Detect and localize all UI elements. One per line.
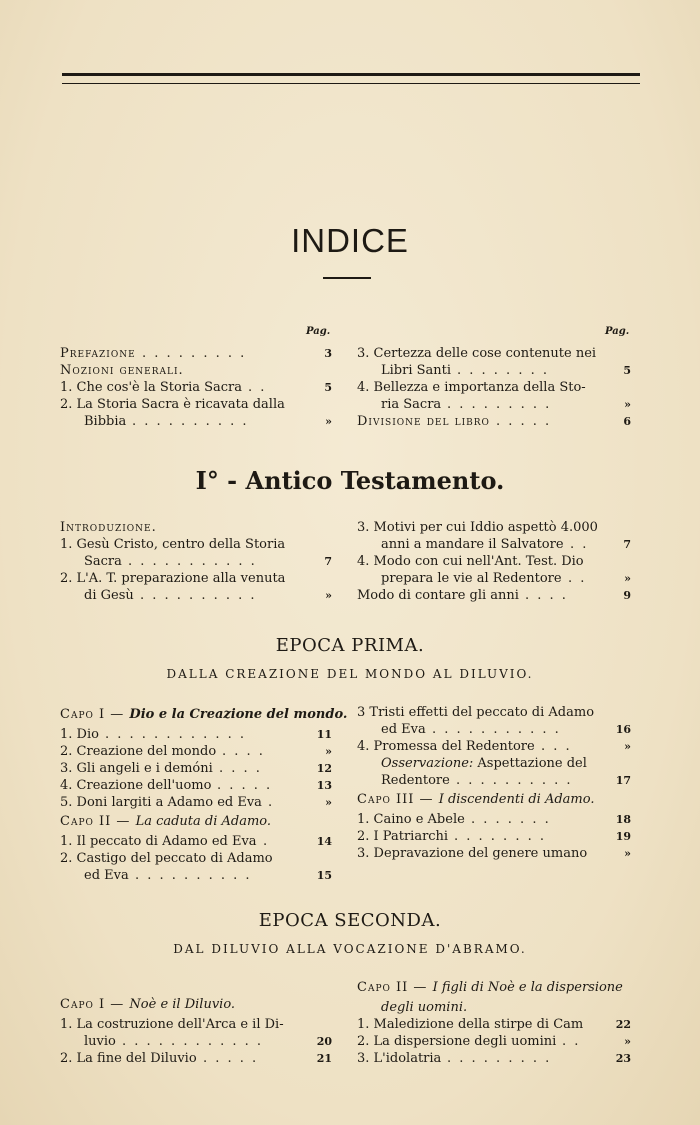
page-title: INDICE [291,222,409,259]
chapter-number: Capo II — [60,814,136,829]
epoca2-left-column [60,994,332,1067]
toc-entry [60,833,332,850]
epoca2-right-column [357,977,631,1067]
toc-entry [60,519,332,536]
entry-text: Sacra [84,554,122,569]
entry-text: Modo di contare gli anni [357,588,519,603]
entry-text: 2. La fine del Diluvio [60,1051,197,1066]
chapter-number: Capo I — [60,707,130,722]
toc-entry [60,1050,332,1067]
epoca1-left-column [60,704,348,884]
page-number: 15 [316,869,332,882]
entry-text: 1. Il peccato di Adamo ed Eva [60,834,257,849]
entry-text: 3. Certezza delle cose contenute nei [357,346,597,361]
entry-text: 3. Gli angeli e i demóni [60,761,213,776]
page-number: 23 [615,1052,631,1065]
page-number: 6 [623,415,631,428]
toc-entry [357,379,631,396]
leader-dots: . . . . . . . . . [447,397,552,412]
epoca1-right-column [357,704,631,862]
entry-text: Introduzione. [60,520,157,535]
toc-entry [357,570,631,587]
page-number: 18 [615,813,631,826]
antico-heading: I° - Antico Testamento. [195,466,505,495]
toc-entry [357,738,631,755]
page-number: 5 [623,364,631,377]
chapter-title: I discendenti di Adamo. [438,792,595,807]
toc-entry [357,345,631,362]
page-number: 16 [615,723,631,736]
toc-entry [60,994,332,1016]
chapter-heading [60,706,347,723]
leader-dots: . . . . . . . . [457,363,549,378]
toc-entry [357,977,631,999]
toc-entry [60,777,332,794]
toc-entry [357,1033,631,1050]
leader-dots: . . . . . [203,1051,259,1066]
chapter-heading [357,791,594,808]
toc-entry [357,704,631,721]
chapter-title: Dio e la Creazione del mondo. [129,707,348,722]
toc-entry [60,553,332,570]
entry-text: ria Sacra [381,397,442,412]
toc-entry [357,536,631,553]
leader-dots: . . . . . [217,778,273,793]
toc-entry [60,345,332,362]
entry-text: Divisione del libro [357,414,490,429]
entry-text: ed Eva [381,722,426,737]
leader-dots: . . . . . . . . . . . [128,554,257,569]
toc-entry [357,828,631,845]
toc-entry [357,587,631,604]
top-rule-thick [62,73,640,76]
toc-entry [60,1033,332,1050]
page-number: 22 [615,1018,631,1031]
leader-dots: . [268,795,275,810]
leader-dots: . . . . . . . . . [142,346,247,361]
epoca2-subheading: DAL DILUVIO ALLA VOCAZIONE D'ABRAMO. [173,942,527,956]
entry-text: 1. Dio [60,727,99,742]
entry-text: anni a mandare il Salvatore [381,537,564,552]
preface-left-column [60,345,332,430]
page-number: » [624,572,631,585]
observation-text: Aspettazione del [477,756,587,771]
entry-text: 1. La costruzione dell'Arca e il Di- [60,1017,284,1032]
chapter-number: Capo III — [357,792,439,807]
page-number: 21 [316,1052,332,1065]
toc-entry [60,587,332,604]
leader-dots: . . . . . . . . . . [456,773,573,788]
entry-text: prepara le vie al Redentore [381,571,562,586]
toc-entry [357,772,631,789]
leader-dots: . . . . . . . . . . [135,868,252,883]
epoca1-subheading: DALLA CREAZIONE DEL MONDO AL DILUVIO. [166,667,534,681]
entry-text: 3. L'idolatria [357,1051,442,1066]
leader-dots: . . . . [525,588,568,603]
chapter-heading [60,813,271,830]
page-number: 3 [324,347,332,360]
leader-dots: . . . . . [496,414,552,429]
page-number: 7 [623,538,631,551]
entry-text: 2. I Patriarchi [357,829,449,844]
toc-entry [60,362,332,379]
entry-text: 2. Castigo del peccato di Adamo [60,851,273,866]
leader-dots: . . . . . . . [471,812,551,827]
chapter-title: Noè e il Diluvio. [129,997,236,1012]
toc-entry [60,867,332,884]
page-number: 19 [615,830,631,843]
antico-right-column [357,519,631,604]
pag-label-left: Pag. [306,326,331,337]
observation-label: Osservazione: [381,756,478,771]
toc-entry [357,519,631,536]
entry-text [381,755,587,772]
entry-text: Redentore [381,773,450,788]
toc-entry [60,743,332,760]
entry-text: 1. Maledizione della stirpe di Cam [357,1017,584,1032]
leader-dots: . . . . . . . . . . . [432,722,561,737]
entry-text: 4. Bellezza e importanza della Sto- [357,380,586,395]
chapter-heading [60,996,235,1013]
entry-text: 3. Motivi per cui Iddio aspettò 4.000 [357,520,598,535]
toc-entry [60,536,332,553]
leader-dots: . . . [541,739,572,754]
entry-text: luvio [84,1034,116,1049]
toc-entry [357,845,631,862]
toc-entry [60,413,332,430]
toc-entry [60,379,332,396]
toc-entry [357,789,631,811]
toc-entry [357,755,631,772]
toc-entry [60,1016,332,1033]
toc-entry [60,811,332,833]
toc-entry [357,999,631,1016]
page-number: 11 [316,728,332,741]
entry-text: 2. Creazione del mondo [60,744,217,759]
entry-text: 2. La Storia Sacra è ricavata dalla [60,397,285,412]
page-number: 14 [316,835,332,848]
toc-entry [357,721,631,738]
toc-entry [357,396,631,413]
toc-entry [60,794,332,811]
toc-entry [60,726,332,743]
epoca2-heading: EPOCA SECONDA. [258,910,442,931]
toc-entry [60,850,332,867]
leader-dots: . . [568,571,587,586]
entry-text: 3. Depravazione del genere umano [357,846,588,861]
page-number: » [624,847,631,860]
entry-text: Prefazione [60,346,136,361]
leader-dots: . . [248,380,267,395]
page-number: » [325,415,332,428]
toc-entry [60,704,348,726]
page-number: » [624,1035,631,1048]
page-number: 7 [324,555,332,568]
leader-dots: . . . . . . . . . . [132,414,249,429]
toc-entry [60,570,332,587]
entry-text: Nozioni generali. [60,363,184,378]
leader-dots: . . . . . . . . . . . . [122,1034,264,1049]
entry-text: degli uomini. [381,1000,468,1015]
title-underline [323,277,371,279]
page-number: » [325,589,332,602]
chapter-title: La caduta di Adamo. [135,814,272,829]
entry-text: Bibbia [84,414,127,429]
epoca1-heading: EPOCA PRIMA. [275,635,425,656]
page-number: 17 [615,774,631,787]
page-number: 5 [324,381,332,394]
antico-left-column [60,519,332,604]
entry-text: 1. Caino e Abele [357,812,465,827]
toc-entry [60,396,332,413]
entry-text: 4. Modo con cui nell'Ant. Test. Dio [357,554,584,569]
page-number: 13 [316,779,332,792]
toc-entry [357,811,631,828]
page-number: 9 [623,589,631,602]
entry-text: 2. La dispersione degli uomini [357,1034,557,1049]
chapter-title: I figli di Noè e la dispersione [432,980,623,995]
leader-dots: . . [570,537,589,552]
toc-entry [357,413,631,430]
toc-entry [60,760,332,777]
page-number: » [325,745,332,758]
leader-dots: . . . . . . . . . . . . [105,727,247,742]
page-number: 20 [316,1035,332,1048]
toc-entry [357,362,631,379]
leader-dots: . . [562,1034,581,1049]
entry-text: Libri Santi [381,363,452,378]
preface-right-column [357,345,631,430]
chapter-number: Capo I — [60,997,130,1012]
entry-text: 1. Che cos'è la Storia Sacra [60,380,243,395]
leader-dots: . [263,834,270,849]
page-number: » [624,398,631,411]
entry-text: 4. Creazione dell'uomo [60,778,212,793]
leader-dots: . . . . [219,761,262,776]
toc-entry [357,1050,631,1067]
leader-dots: . . . . [222,744,265,759]
page-number: » [325,796,332,809]
page-number: 12 [316,762,332,775]
leader-dots: . . . . . . . . [454,829,546,844]
top-rule-thin [62,83,640,84]
entry-text: 2. L'A. T. preparazione alla venuta [60,571,286,586]
pag-label-right: Pag. [605,326,630,337]
entry-text: ed Eva [84,868,129,883]
leader-dots: . . . . . . . . . [447,1051,552,1066]
leader-dots: . . . . . . . . . . [140,588,257,603]
entry-text: di Gesù [84,588,134,603]
entry-text: 3 Tristi effetti del peccato di Adamo [357,705,595,720]
entry-text: 4. Promessa del Redentore [357,739,535,754]
entry-text: 1. Gesù Cristo, centro della Storia [60,537,286,552]
toc-entry [357,553,631,570]
page-number: » [624,740,631,753]
chapter-heading [357,979,623,996]
chapter-number: Capo II — [357,980,433,995]
entry-text: 5. Doni largiti a Adamo ed Eva [60,795,262,810]
toc-entry [357,1016,631,1033]
